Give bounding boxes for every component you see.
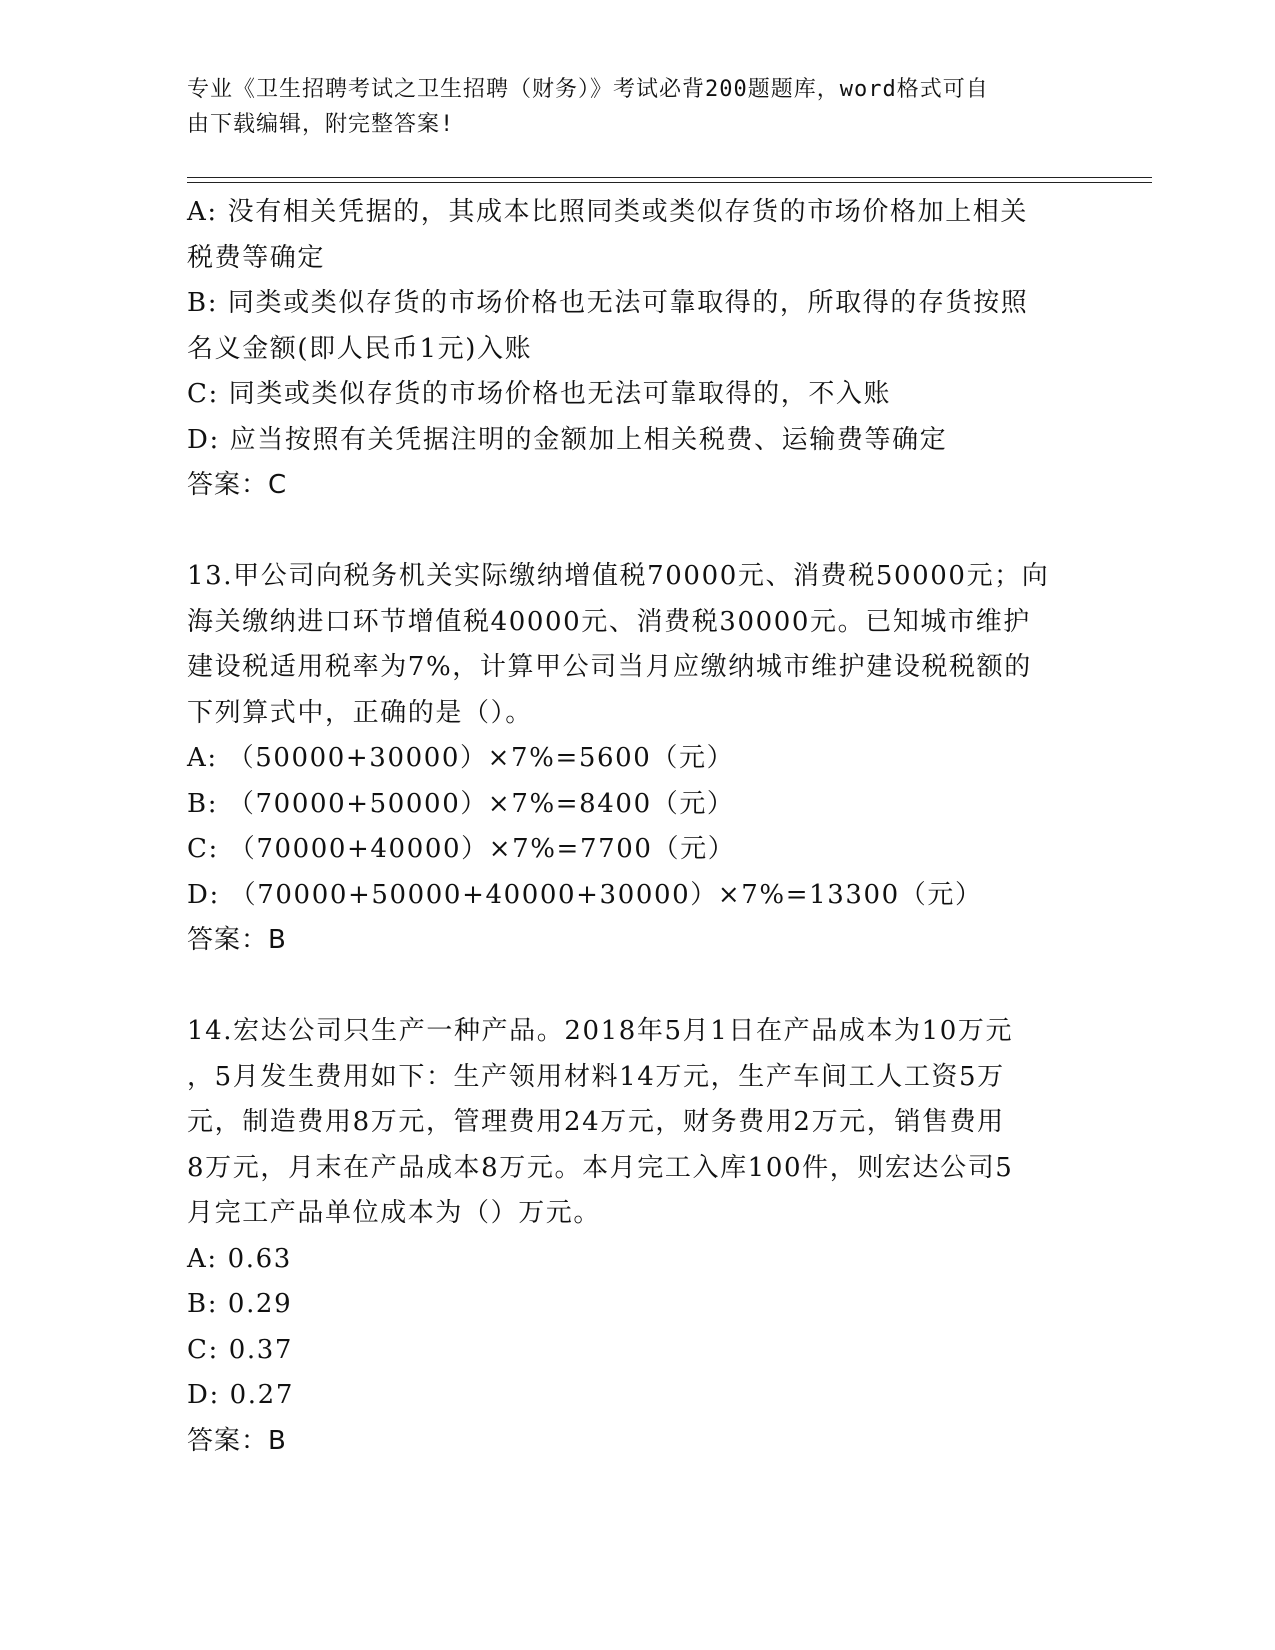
header-divider-top bbox=[187, 177, 1152, 178]
q14-stem-line-5: 月完工产品单位成本为（）万元。 bbox=[187, 1198, 602, 1228]
question-content bbox=[187, 190, 1087, 1464]
q14-option-d: D: 0.27 bbox=[187, 1380, 294, 1410]
q14-option-b: B: 0.29 bbox=[187, 1289, 293, 1319]
q13-answer: 答案：B bbox=[187, 925, 287, 955]
q14-answer: 答案：B bbox=[187, 1425, 287, 1456]
header-line-1: 专业《卫生招聘考试之卫生招聘（财务）》考试必背200题题库，word格式可自 bbox=[187, 77, 989, 102]
spacer bbox=[187, 509, 1087, 555]
q13-stem-line-4: 下列算式中，正确的是（）。 bbox=[187, 697, 533, 728]
q14-stem-line-4: 8万元，月末在产品成本8万元。本月完工入库100件，则宏达公司5 bbox=[187, 1152, 1014, 1183]
q13-stem-line-2: 海关缴纳进口环节增值税40000元、消费税30000元。已知城市维护 bbox=[187, 606, 1031, 637]
q14-stem-line-1: 14.宏达公司只生产一种产品。2018年5月1日在产品成本为10万元 bbox=[187, 1016, 1014, 1046]
q13-stem-line-3: 建设税适用税率为7%，计算甲公司当月应缴纳城市维护建设税税额的 bbox=[187, 652, 1032, 682]
q14-option-a: A: 0.63 bbox=[187, 1243, 292, 1274]
q13-option-b: B: （70000+50000）×7%=8400（元） bbox=[187, 788, 735, 819]
q14-stem-line-3: 元，制造费用8万元，管理费用24万元，财务费用2万元，销售费用 bbox=[187, 1107, 1005, 1137]
q12-answer: 答案：C bbox=[187, 470, 288, 500]
document-header bbox=[187, 72, 1067, 142]
question-14 bbox=[187, 1009, 1087, 1464]
question-13 bbox=[187, 554, 1087, 964]
q12-option-c: C: 同类或类似存货的市场价格也无法可靠取得的，不入账 bbox=[187, 379, 892, 409]
q14-stem-line-2: ，5月发生费用如下：生产领用材料14万元，生产车间工人工资5万 bbox=[187, 1061, 1005, 1092]
q12-option-b-line-2: 名义金额(即人民币1元)入账 bbox=[187, 333, 533, 364]
q13-option-d: D: （70000+50000+40000+30000）×7%=13300（元） bbox=[187, 879, 983, 910]
spacer bbox=[187, 964, 1087, 1010]
q13-option-c: C: （70000+40000）×7%=7700（元） bbox=[187, 834, 736, 864]
q13-option-a: A: （50000+30000）×7%=5600（元） bbox=[187, 743, 735, 773]
q12-option-b-line-1: B: 同类或类似存货的市场价格也无法可靠取得的，所取得的存货按照 bbox=[187, 288, 1029, 318]
q12-option-d: D: 应当按照有关凭据注明的金额加上相关税费、运输费等确定 bbox=[187, 424, 948, 455]
header-line-2: 由下载编辑，附完整答案! bbox=[187, 112, 455, 137]
question-12-options bbox=[187, 190, 1087, 509]
q12-option-a-line-2: 税费等确定 bbox=[187, 242, 326, 273]
q13-stem-line-1: 13.甲公司向税务机关实际缴纳增值税70000元、消费税50000元；向 bbox=[187, 561, 1050, 591]
header-divider-bottom bbox=[187, 182, 1152, 183]
q14-option-c: C: 0.37 bbox=[187, 1334, 294, 1365]
q12-option-a-line-1: A: 没有相关凭据的，其成本比照同类或类似存货的市场价格加上相关 bbox=[187, 197, 1029, 227]
